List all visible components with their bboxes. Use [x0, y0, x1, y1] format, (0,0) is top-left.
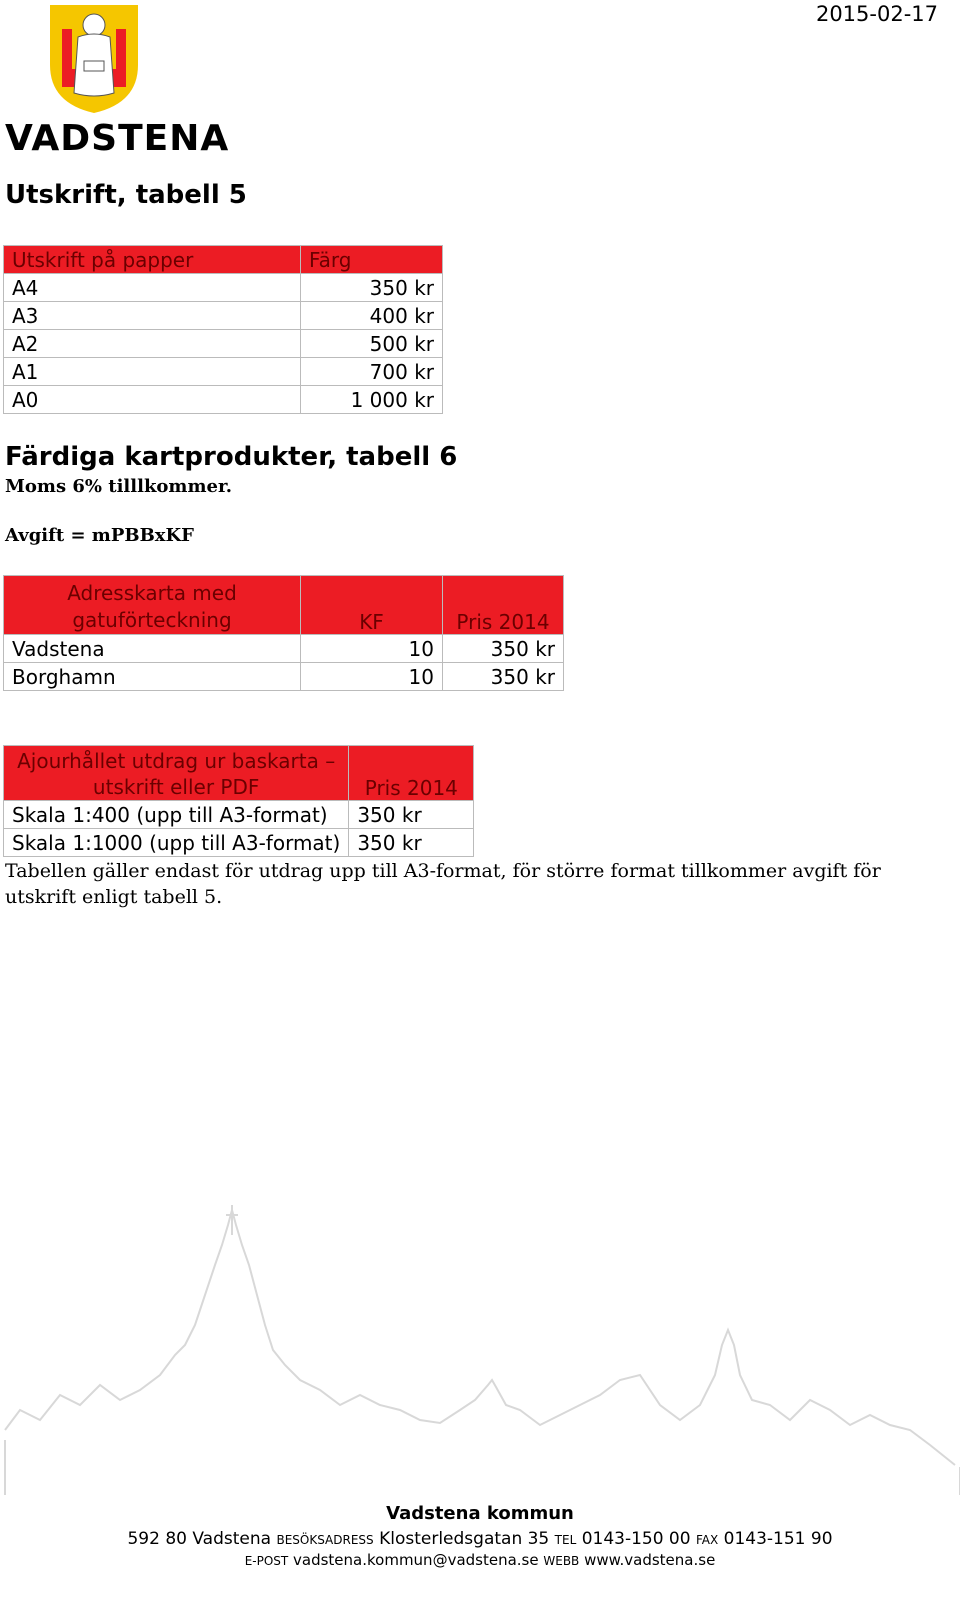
table-header-row [4, 746, 474, 801]
table-cell: A0 [4, 386, 301, 414]
table-cell: 350 kr [301, 274, 443, 302]
column-header: Utskrift på papper [4, 246, 301, 274]
table-note: Tabellen gäller endast för utdrag upp till A3-format, för större format tillkommer avgift för utskrift enligt tabell 5. [5, 860, 881, 908]
fee-formula: Avgift = mPBBxKF [5, 525, 194, 546]
table-cell: 1 000 kr [301, 386, 443, 414]
table-row [4, 386, 443, 414]
table-cell: 350 kr [349, 801, 474, 829]
table-row [4, 358, 443, 386]
table-baskarta [3, 745, 474, 857]
column-header: KF [301, 576, 443, 635]
table-header-row [4, 246, 443, 274]
table-cell: 350 kr [349, 829, 474, 857]
table-kartprodukter [3, 575, 564, 691]
table-cell: A1 [4, 358, 301, 386]
column-header: Adresskarta med gatuförteckning [4, 576, 301, 635]
column-header: Pris 2014 [349, 746, 474, 801]
table-cell: 400 kr [301, 302, 443, 330]
table-cell: A4 [4, 274, 301, 302]
brand-wordmark: VADSTENA [5, 118, 230, 159]
footer-organization: Vadstena kommun [386, 1503, 574, 1524]
footer-visit-label: BESÖKSADRESS [276, 1533, 374, 1547]
table-row [4, 635, 564, 663]
footer-email-label: E-POST [244, 1554, 289, 1568]
column-header: Färg [301, 246, 443, 274]
table-cell: Skala 1:400 (upp till A3-format) [4, 801, 349, 829]
footer-tel: 0143-150 00 [581, 1529, 691, 1549]
footer-contact-line [0, 1551, 960, 1569]
table-cell: 10 [301, 663, 443, 691]
table-cell: 500 kr [301, 330, 443, 358]
table-cell: Borghamn [4, 663, 301, 691]
column-header: Ajourhållet utdrag ur baskarta – utskrift eller PDF [4, 746, 349, 801]
table-cell: 10 [301, 635, 443, 663]
footer-visit-address: Klosterledsgatan 35 [379, 1529, 550, 1549]
footer-tel-label: TEL [554, 1533, 577, 1547]
table-utskrift [3, 245, 443, 414]
footer-fax-label: FAX [695, 1533, 719, 1547]
column-header: Pris 2014 [443, 576, 564, 635]
table-cell: 350 kr [443, 663, 564, 691]
table-cell: A3 [4, 302, 301, 330]
table-cell: 700 kr [301, 358, 443, 386]
table-row [4, 801, 474, 829]
footer-web-link[interactable]: www.vadstena.se [584, 1551, 716, 1569]
section-subtitle: Moms 6% tilllkommer. [5, 476, 233, 497]
footer-address-line [0, 1529, 960, 1549]
table-header-row [4, 576, 564, 635]
table-cell: Skala 1:1000 (upp till A3-format) [4, 829, 349, 857]
table-row [4, 274, 443, 302]
table-row [4, 330, 443, 358]
footer-fax: 0143-151 90 [723, 1529, 833, 1549]
footer-web-label: WEBB [543, 1554, 580, 1568]
footer-postal: 592 80 Vadstena [127, 1529, 272, 1549]
document-date: 2015-02-17 [815, 2, 938, 26]
table-cell: 350 kr [443, 635, 564, 663]
table-cell: A2 [4, 330, 301, 358]
table-row [4, 302, 443, 330]
table-row [4, 663, 564, 691]
table-row [4, 829, 474, 857]
footer-email-link[interactable]: vadstena.kommun@vadstena.se [293, 1551, 539, 1569]
section-title-tabell-5: Utskrift, tabell 5 [5, 180, 247, 210]
vadstena-coat-of-arms-logo [48, 3, 140, 115]
table-cell: Vadstena [4, 635, 301, 663]
section-title-tabell-6: Färdiga kartprodukter, tabell 6 [5, 442, 458, 472]
town-skyline-illustration [0, 1205, 960, 1495]
